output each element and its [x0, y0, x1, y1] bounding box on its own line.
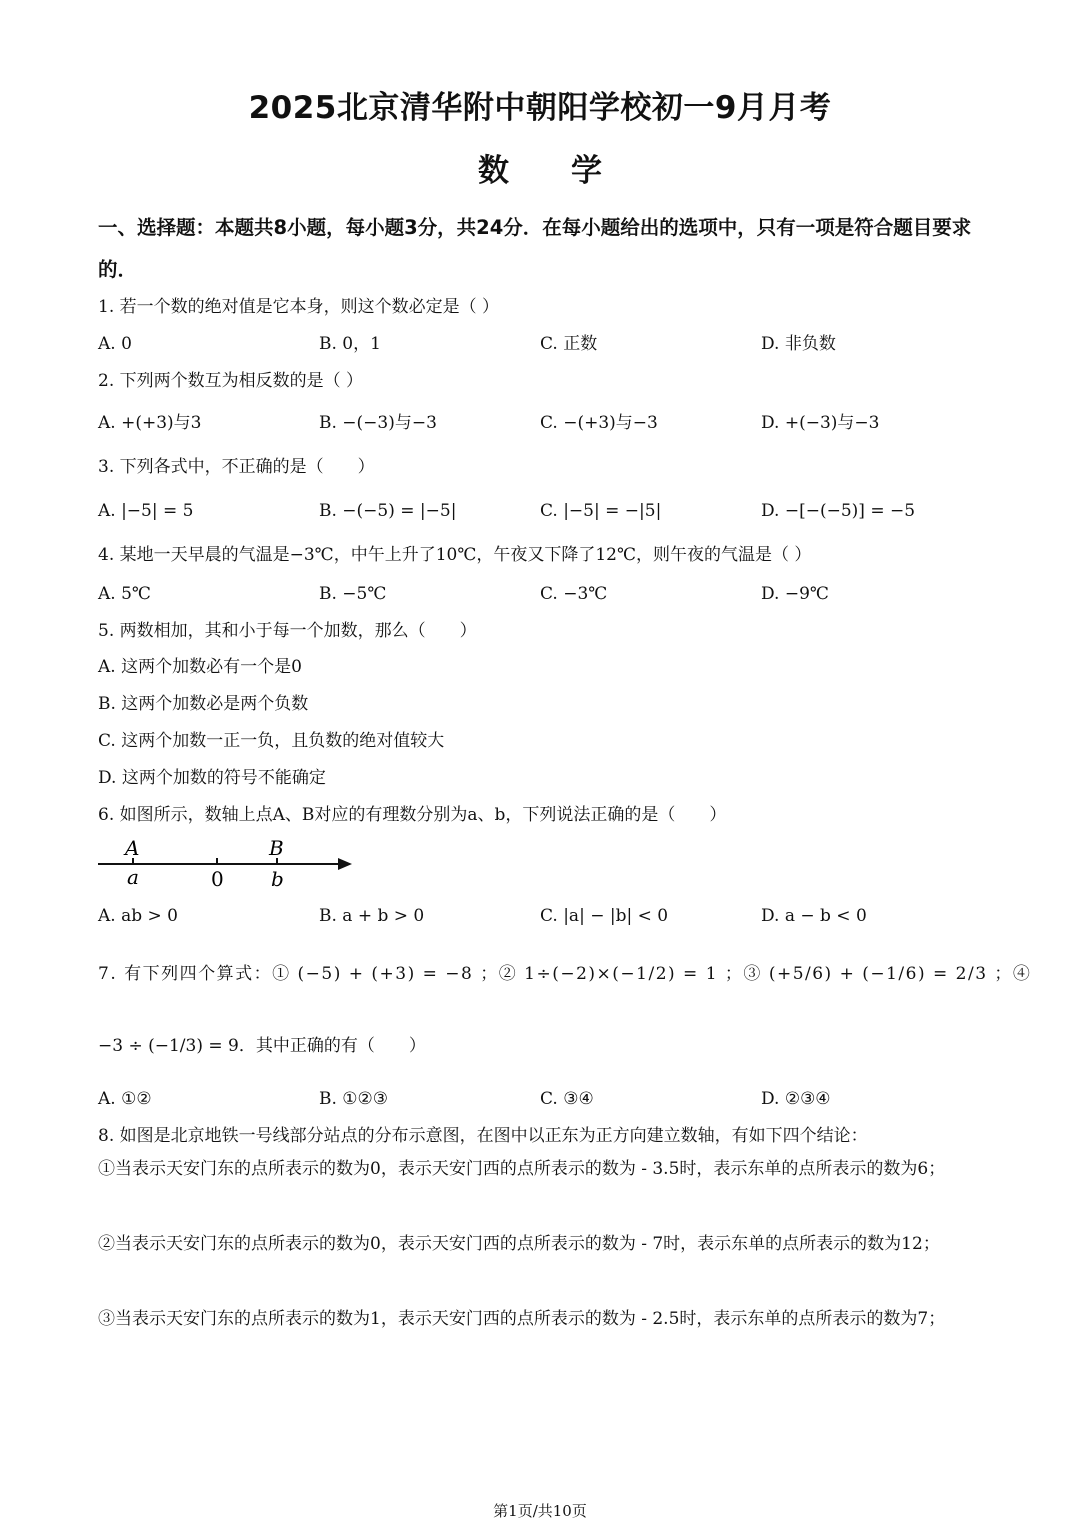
question-8-stem: 8. 如图是北京地铁一号线部分站点的分布示意图，在图中以正东为正方向建立数轴，有如下四个结论：	[98, 1126, 868, 1146]
option-d: D. 非负数	[761, 334, 836, 354]
number-line-arrow	[338, 858, 352, 870]
option-a: A. ab > 0	[98, 906, 178, 926]
question-5-stem: 5. 两数相加，其和小于每一个加数，那么（ ）	[98, 621, 477, 641]
question-7-stem-line2: −3 ÷ (−1/3) = 9．其中正确的有（ ）	[98, 1036, 426, 1056]
option-c: C. ③④	[540, 1089, 594, 1109]
question-7-stem-line1: 7. 有下列四个算式：① (−5) + (+3) = −8 ；② 1÷(−2)×(−1/2) = 1 ；③ (+5/6) + (−1/6) = 2/3 ；④	[98, 964, 1032, 984]
option-c: C. −(+3)与−3	[540, 413, 658, 433]
option-b: B. −(−5) = |−5|	[319, 501, 457, 521]
option-c: C. |a| − |b| < 0	[540, 906, 669, 926]
option-a: A. 0	[98, 334, 132, 354]
question-8-conclusion-1: ①当表示天安门东的点所表示的数为0，表示天安门西的点所表示的数为 - 3.5时，表示东单的点所表示的数为6；	[98, 1159, 946, 1179]
option-b: B. 0，1	[319, 334, 381, 354]
option-d: D. ②③④	[761, 1089, 831, 1109]
question-5-option-b: B. 这两个加数必是两个负数	[98, 694, 309, 714]
question-4-stem: 4. 某地一天早晨的气温是−3℃，中午上升了10℃，午夜又下降了12℃，则午夜的气温是（ ）	[98, 545, 812, 565]
option-c: C. 正数	[540, 334, 598, 354]
option-a: A. ①②	[98, 1089, 152, 1109]
question-2-stem: 2. 下列两个数互为相反数的是（ ）	[98, 371, 364, 391]
document-title: 2025北京清华附中朝阳学校初一9月月考	[248, 90, 832, 126]
option-d: D. a − b < 0	[761, 906, 867, 926]
question-8-conclusion-3: ③当表示天安门东的点所表示的数为1，表示天安门西的点所表示的数为 - 2.5时，表示东单的点所表示的数为7；	[98, 1309, 946, 1329]
option-d: D. −[−(−5)] = −5	[761, 501, 916, 521]
page-footer: 第1页/共10页	[493, 1502, 587, 1520]
question-1-stem: 1. 若一个数的绝对值是它本身，则这个数必定是（ ）	[98, 297, 500, 317]
option-d: D. +(−3)与−3	[761, 413, 880, 433]
option-d: D. −9℃	[761, 584, 829, 604]
option-b: B. a + b > 0	[319, 906, 425, 926]
section-heading: 一、选择题：本题共8小题，每小题3分，共24分．在每小题给出的选项中，只有一项是符合题目要求的．	[98, 216, 972, 281]
value-a-label: a	[127, 865, 139, 889]
option-a: A. +(+3)与3	[98, 413, 202, 433]
option-a: A. |−5| = 5	[98, 501, 194, 521]
option-b: B. −(−3)与−3	[319, 413, 437, 433]
option-c: C. −3℃	[540, 584, 608, 604]
number-line-figure	[96, 836, 366, 892]
option-c: C. |−5| = −|5|	[540, 501, 662, 521]
value-b-label: b	[271, 867, 284, 891]
question-5-option-d: D. 这两个加数的符号不能确定	[98, 768, 326, 788]
subject-title: 数学	[478, 153, 664, 189]
option-a: A. 5℃	[98, 584, 151, 604]
point-b-label: B	[269, 836, 284, 860]
question-3-stem: 3. 下列各式中，不正确的是（ ）	[98, 457, 375, 477]
option-b: B. ①②③	[319, 1089, 389, 1109]
point-a-label: A	[125, 836, 140, 860]
question-6-stem: 6. 如图所示，数轴上点A、B对应的有理数分别为a、b，下列说法正确的是（ ）	[98, 805, 727, 825]
question-8-conclusion-2: ②当表示天安门东的点所表示的数为0，表示天安门西的点所表示的数为 - 7时，表示东单的点所表示的数为12；	[98, 1234, 940, 1254]
zero-label: 0	[211, 867, 224, 891]
question-5-option-a: A. 这两个加数必有一个是0	[98, 657, 302, 677]
question-5-option-c: C. 这两个加数一正一负，且负数的绝对值较大	[98, 731, 445, 751]
option-b: B. −5℃	[319, 584, 387, 604]
